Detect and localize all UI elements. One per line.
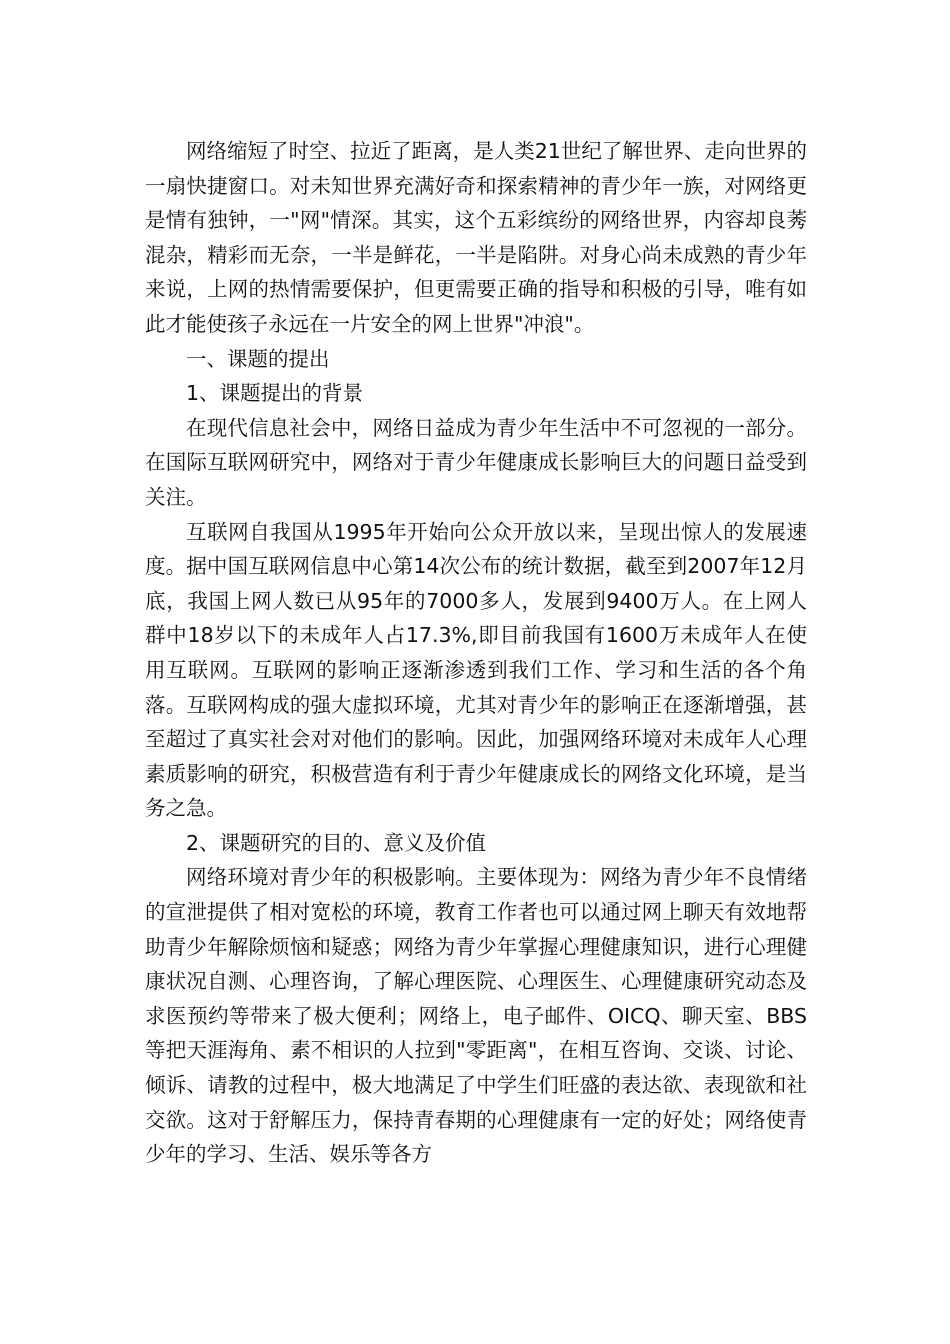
subsection-heading: 2、课题研究的目的、意义及价值 <box>186 830 487 855</box>
intro-paragraph: 网络缩短了时空、拉近了距离，是人类21世纪了解世界、走向世界的一扇快捷窗口。对未知世界充满好奇和探索精神的青少年一族，对网络更是情有独钟，一"网"情深。其实，这个五彩缤纷的网络世界，内容却良莠混杂，精彩而无奈，一半是鲜花，一半是陷阱。对身心尚未成熟的青少年来说，上网的热情需要保护，但更需要正确的指导和积极的引导，唯有如此才能使孩子永远在一片安全的网上世界"冲浪"。 <box>145 139 807 336</box>
body-paragraph: 网络环境对青少年的积极影响。主要体现为：网络为青少年不良情绪的宣泄提供了相对宽松的环境，教育工作者也可以通过网上聊天有效地帮助青少年解除烦恼和疑惑；网络为青少年掌握心理健康知识，进行心理健康状况自测、心理咨询，了解心理医院、心理医生、心理健康研究动态及求医预约等带来了极大便利；网络上，电子邮件、OICQ、聊天室、BBS等把天涯海角、素不相识的人拉到"零距离"，在相互咨询、交谈、讨论、倾诉、请教的过程中，极大地满足了中学生们旺盛的表达欲、表现欲和社交欲。这对于舒解压力，保持青春期的心理健康有一定的好处；网络使青少年的学习、生活、娱乐等各方 <box>145 865 807 1167</box>
subsection-heading: 1、课题提出的背景 <box>186 381 364 406</box>
body-paragraph: 在现代信息社会中，网络日益成为青少年生活中不可忽视的一部分。在国际互联网研究中，网络对于青少年健康成长影响巨大的问题日益受到关注。 <box>145 415 807 509</box>
body-paragraph: 互联网自我国从1995年开始向公众开放以来，呈现出惊人的发展速度。据中国互联网信息中心第14次公布的统计数据，截至到2007年12月底，我国上网人数已从95年的7000多人，发展到9400万人。在上网人群中18岁以下的未成年人占17.3%,即目前我国有1600万未成年人在使用互联网。互联网的影响正逐渐渗透到我们工作、学习和生活的各个角落。互联网构成的强大虚拟环境，尤其对青少年的影响正在逐渐增强，甚至超过了真实社会对对他们的影响。因此，加强网络环境对未成年人心理素质影响的研究，积极营造有利于青少年健康成长的网络文化环境，是当务之急。 <box>145 519 807 821</box>
section-heading: 一、课题的提出 <box>186 346 330 371</box>
document-body <box>145 134 807 1172</box>
